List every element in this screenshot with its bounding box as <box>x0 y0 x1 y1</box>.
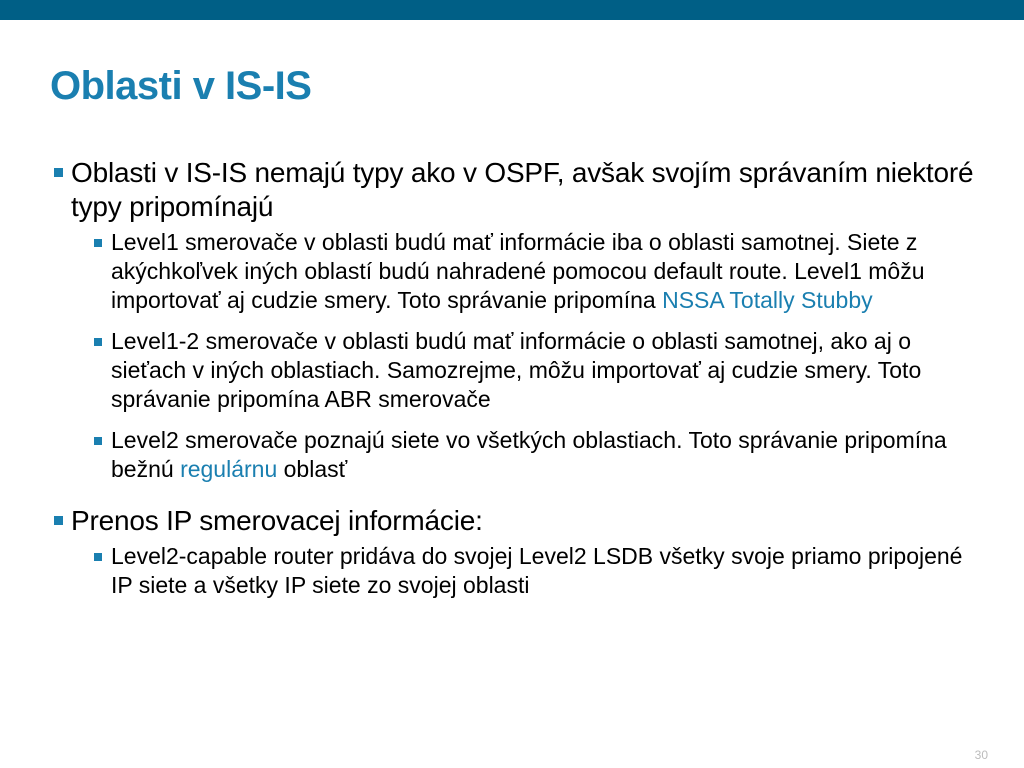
square-bullet-icon <box>94 437 102 445</box>
spacer <box>54 496 974 504</box>
sub-bullet-text: Level2 smerovače poznajú siete vo všetkých oblastiach. Toto správanie pripomína bežnú <box>111 427 947 482</box>
sub-bullet-list <box>54 228 974 484</box>
bullet-text: Oblasti v IS-IS nemajú typy ako v OSPF, avšak svojím správaním niektoré typy pripomínajú <box>71 157 974 222</box>
square-bullet-icon <box>94 553 102 561</box>
sub-bullet-text-tail: oblasť <box>277 456 348 482</box>
square-bullet-icon <box>94 338 102 346</box>
sub-bullet-level1 <box>94 228 974 315</box>
bullet-text: Prenos IP smerovacej informácie: <box>71 505 483 536</box>
header-bar <box>0 0 1024 20</box>
sub-bullet-level1-2 <box>94 327 974 414</box>
highlight-term: regulárnu <box>180 456 278 482</box>
square-bullet-icon <box>54 516 63 525</box>
sub-bullet-list <box>54 542 974 600</box>
sub-bullet-text: Level1 smerovače v oblasti budú mať informácie iba o oblasti samotnej. Siete z akýchkoľvek iných oblastí budú nahradené pomocou default route. Level1 môžu importovať aj cudzie smery. Toto správanie pripomína <box>111 229 925 313</box>
sub-bullet-text: Level1-2 smerovače v oblasti budú mať informácie o oblasti samotnej, ako aj o sieťach v iných oblastiach. Samozrejme, môžu importovať aj cudzie smery. Toto správanie pripomína ABR smerovače <box>111 328 922 412</box>
slide-title: Oblasti v IS-IS <box>50 64 312 108</box>
bullet-ip-routing <box>54 504 974 538</box>
sub-bullet-level2 <box>94 426 974 484</box>
bullet-areas <box>54 156 974 224</box>
page-number: 30 <box>974 748 988 762</box>
sub-bullet-text: Level2-capable router pridáva do svojej Level2 LSDB všetky svoje priamo pripojené IP siete a všetky IP siete zo svojej oblasti <box>111 543 963 598</box>
square-bullet-icon <box>94 239 102 247</box>
slide-content <box>54 156 974 612</box>
highlight-term: NSSA Totally Stubby <box>662 287 873 313</box>
square-bullet-icon <box>54 168 63 177</box>
sub-bullet-level2-capable <box>94 542 974 600</box>
